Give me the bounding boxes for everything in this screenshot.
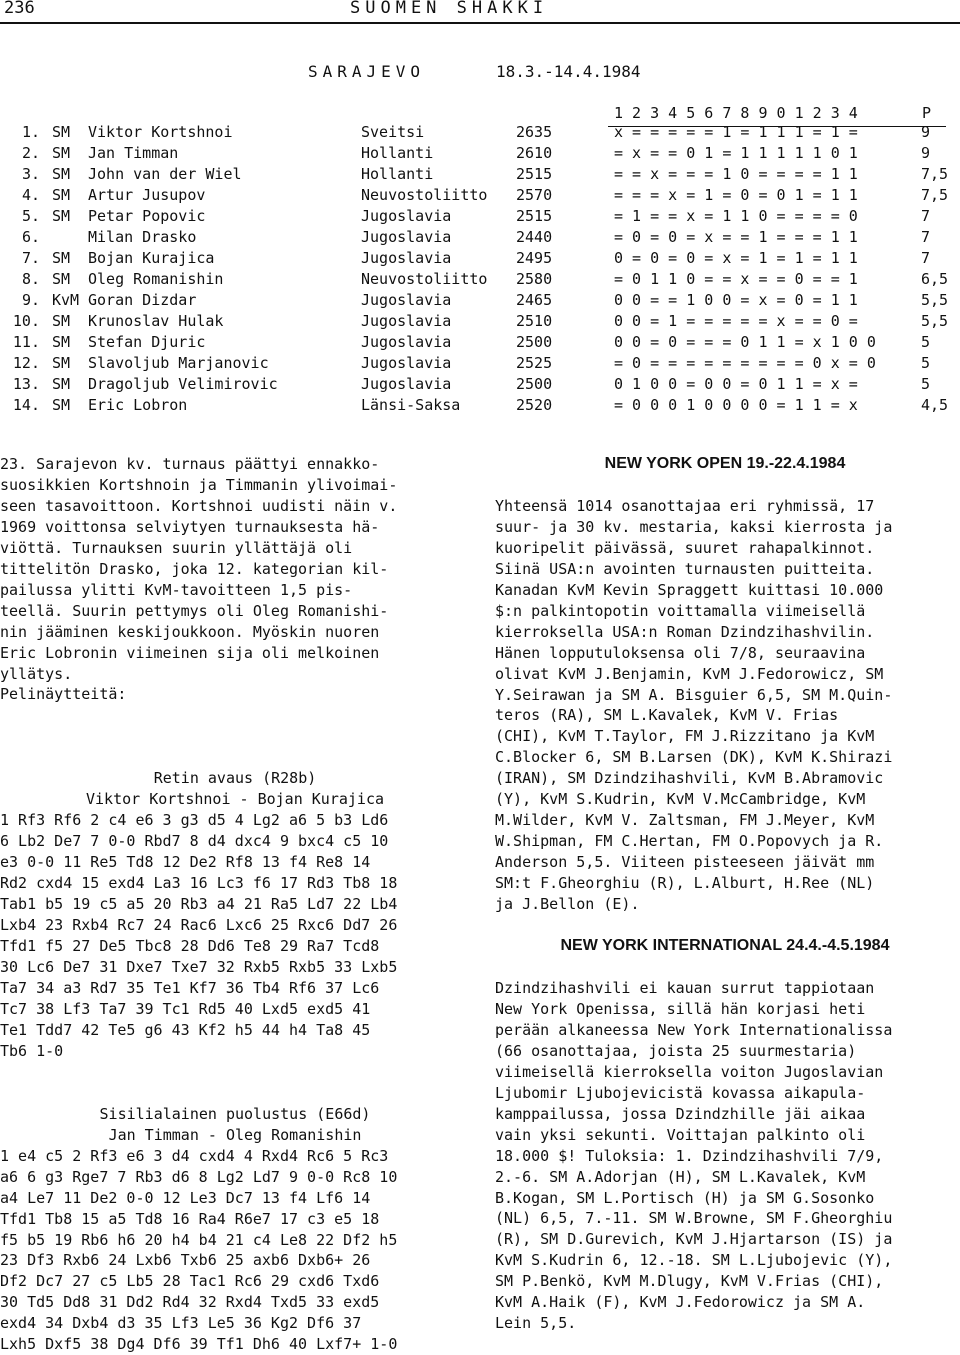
crosstable-row [0, 375, 960, 395]
player-points: 7,5 [921, 186, 949, 204]
report-line: 23. Sarajevon kv. turnaus päättyi ennakko- [0, 455, 380, 473]
player-name: Petar Popovic [88, 207, 206, 225]
player-results: 0 0 = 0 = = = 0 1 1 = x 1 0 0 [614, 333, 876, 351]
player-results: = 1 = = x = 1 1 0 = = = = 0 [614, 207, 858, 225]
crosstable-row [0, 354, 960, 374]
player-title: SM [52, 270, 71, 288]
report-line: Pelinäytteitä: [0, 685, 127, 704]
move-line: f5 b5 19 Rb6 h6 20 h4 b4 21 c4 Le8 22 Df2 h5 [0, 1230, 398, 1249]
text-line: SM P.Benkö, KvM M.Dlugy, KvM V.Frias (CHI), [495, 1272, 884, 1291]
crosstable-row [0, 123, 960, 143]
move-line: Df2 Dc7 27 c5 Lb5 28 Tac1 Rc6 29 cxd6 Txd6 [0, 1272, 380, 1291]
report-line: suosikkien Kortshnoin ja Timmanin ylivoimai- [0, 475, 398, 494]
player-title: SM [52, 186, 71, 204]
crosstable-row [0, 249, 960, 269]
player-country: Jugoslavia [361, 354, 452, 372]
move-line: a6 6 g3 Rge7 7 Rb3 d6 8 Lg2 Ld7 9 0-0 Rc8 10 [0, 1167, 398, 1186]
tournament-dates: 18.3.-14.4.1984 [496, 62, 641, 81]
player-country: Jugoslavia [361, 312, 452, 330]
text-line: 2.-6. SM A.Adorjan (H), SM L.Kavalek, KvM [495, 1167, 866, 1186]
text-line: Y.Seirawan ja SM A. Bisguier 6,5, SM M.Quin- [495, 685, 893, 704]
player-results: = 0 0 0 1 0 0 0 0 = 1 1 = x [614, 396, 858, 414]
ny-international-text [495, 978, 955, 1334]
text-line: $:n palkintopotin voittamalla viimeisellä [495, 601, 866, 620]
move-line: Tab1 b5 19 c5 a5 20 Rb3 a4 21 Ra5 Ld7 22 Lb4 [0, 895, 398, 914]
player-rating: 2515 [516, 207, 553, 225]
text-line: SM:t F.Gheorghiu (R), L.Alburt, H.Ree (NL) [495, 874, 875, 893]
player-number: 4. [21, 186, 40, 204]
text-line: (Y), KvM S.Kudrin, KvM V.McCambridge, KvM [495, 790, 866, 809]
report-line: yllätys. [0, 664, 73, 683]
player-name: Artur Jusupov [88, 186, 206, 204]
player-title: SM [52, 207, 71, 225]
player-country: Hollanti [361, 144, 434, 162]
player-name: Slavoljub Marjanovic [88, 354, 269, 372]
player-rating: 2610 [516, 144, 553, 162]
player-rating: 2520 [516, 396, 553, 414]
player-name: Milan Drasko [88, 228, 197, 246]
text-line: 18.000 $! Tuloksia: 1. Dzindzihashvili 7/9, [495, 1146, 884, 1165]
player-rating: 2495 [516, 249, 553, 267]
move-line: Tfd1 f5 27 De5 Tbc8 28 Dd6 Te8 29 Ra7 Tcd8 [0, 937, 380, 956]
player-name: Eric Lobron [88, 396, 188, 414]
crosstable-row [0, 144, 960, 164]
text-line: Anderson 5,5. Viiteen pisteeseen jäivät mm [495, 853, 875, 872]
text-line: suur- ja 30 kv. mestaria, kaksi kierrosta ja [495, 517, 893, 536]
player-number: 14. [12, 396, 40, 414]
text-line: (IRAN), SM Dzindzihashvili, KvM B.Abramovic [495, 769, 884, 788]
player-points: 7 [921, 207, 931, 225]
player-name: Krunoslav Hulak [88, 312, 224, 330]
player-country: Jugoslavia [361, 291, 452, 309]
game1-opening: Retin avaus (R28b) [153, 769, 317, 788]
crosstable-row [0, 165, 960, 185]
text-line: W.Shipman, FM C.Hertan, FM O.Popovych ja R. [495, 832, 884, 851]
text-line: Siinä USA:n avointen turnausten puitteita. [495, 559, 875, 578]
player-points: 5,5 [921, 312, 949, 330]
player-title: SM [52, 354, 71, 372]
player-rating: 2525 [516, 354, 553, 372]
player-results: 0 0 = = 1 0 0 = x = 0 = 1 1 [614, 291, 858, 309]
crosstable-row [0, 291, 960, 311]
tournament-title: SARAJEVO [308, 62, 426, 81]
text-line: Lein 5,5. [495, 1314, 577, 1333]
player-points: 5 [921, 354, 931, 372]
player-results: x = = = = = 1 = 1 1 1 = 1 = [614, 123, 858, 141]
magazine-title: SUOMEN SHAKKI [350, 0, 549, 18]
text-line: perään alkaneessa New York Internationalissa [495, 1020, 893, 1039]
player-points: 7 [921, 228, 931, 246]
player-number: 6. [21, 228, 40, 246]
player-points: 9 [921, 123, 931, 141]
move-line: Tfd1 Tb8 15 a5 Td8 16 Ra4 R6e7 17 c3 e5 18 [0, 1209, 380, 1228]
text-line: kamppailussa, jossa Dzindzhille jäi aikaa [495, 1104, 866, 1123]
player-title: KvM [52, 291, 80, 309]
crosstable-row [0, 207, 960, 227]
player-number: 13. [12, 375, 40, 393]
player-number: 10. [12, 312, 40, 330]
player-results: = 0 = 0 = x = = 1 = = = 1 1 [614, 228, 858, 246]
text-line: kuoripelit päivässä, suuret rahapalkinnot. [495, 538, 875, 557]
player-country: Jugoslavia [361, 333, 452, 351]
game2-moves [0, 1146, 470, 1355]
player-number: 11. [12, 333, 40, 351]
crosstable-row [0, 270, 960, 290]
right-column [495, 454, 955, 1334]
player-number: 9. [21, 291, 40, 309]
report-line: pailussa ylitti KvM-tavoitteen 1,5 pis- [0, 580, 353, 599]
game2-opening: Sisilialainen puolustus (E66d) [99, 1104, 371, 1123]
text-line: Ljubomir Ljubojevicistä kovassa aikapula- [495, 1083, 866, 1102]
crosstable-row [0, 312, 960, 332]
crosstable-row [0, 396, 960, 416]
text-line: vain yksi sekunti. Voittajan palkinto oli [495, 1125, 866, 1144]
move-line: Te1 Tdd7 42 Te5 g6 43 Kf2 h5 44 h4 Ta8 45 [0, 1020, 371, 1039]
move-line: e3 0-0 11 Re5 Td8 12 De2 Rf8 13 f4 Re8 14 [0, 853, 371, 872]
ny-international-title: NEW YORK INTERNATIONAL 24.4.-4.5.1984 [560, 937, 890, 955]
text-line: KvM S.Kudrin 6, 12.-18. SM L.Ljubojevic (Y), [495, 1251, 893, 1270]
player-country: Jugoslavia [361, 228, 452, 246]
text-line: (CHI), KvM T.Taylor, FM J.Rizzitano ja KvM [495, 727, 875, 746]
player-title: SM [52, 312, 71, 330]
text-line: viimeisellä kierroksella voiton Jugoslavian [495, 1062, 884, 1081]
header-rule [0, 22, 960, 24]
player-country: Jugoslavia [361, 249, 452, 267]
crosstable-points-header: P [922, 104, 932, 122]
player-rating: 2440 [516, 228, 553, 246]
player-rating: 2515 [516, 165, 553, 183]
player-points: 9 [921, 144, 931, 162]
player-rating: 2500 [516, 333, 553, 351]
player-points: 5,5 [921, 291, 949, 309]
move-line: Lxb4 23 Rxb4 Rc7 24 Rac6 Lxc6 25 Rxc6 Dd7 26 [0, 916, 398, 935]
player-name: Goran Dizdar [88, 291, 197, 309]
crosstable-row [0, 228, 960, 248]
player-country: Jugoslavia [361, 375, 452, 393]
player-rating: 2500 [516, 375, 553, 393]
player-title: SM [52, 144, 71, 162]
player-results: 0 1 0 0 = 0 0 = 0 1 1 = x = [614, 375, 858, 393]
move-line: Ta7 34 a3 Rd7 35 Te1 Kf7 36 Tb4 Rf6 37 Lc6 [0, 978, 380, 997]
player-title: SM [52, 123, 71, 141]
tournament-report [0, 454, 470, 705]
left-column [0, 454, 470, 1355]
player-points: 5 [921, 375, 931, 393]
text-line: KvM A.Haik (F), KvM J.Fedorowicz ja SM A. [495, 1293, 866, 1312]
text-line: Yhteensä 1014 osanottajaa eri ryhmissä, 17 [495, 496, 875, 515]
player-rating: 2570 [516, 186, 553, 204]
move-line: 30 Td5 Dd8 31 Dd2 Rd4 32 Rxd4 Txd5 33 exd5 [0, 1293, 380, 1312]
player-results: = 0 1 1 0 = = x = = 0 = = 1 [614, 270, 858, 288]
move-line: Rd2 cxd4 15 exd4 La3 16 Lc3 f6 17 Rd3 Tb8 18 [0, 874, 398, 893]
player-points: 4,5 [921, 396, 949, 414]
crosstable-column-header: 1 2 3 4 5 6 7 8 9 0 1 2 3 4 [614, 104, 858, 122]
text-line: (NL) 6,5, 7.-11. SM W.Browne, SM F.Gheorghiu [495, 1209, 893, 1228]
move-line: Tb6 1-0 [0, 1041, 64, 1060]
report-line: 1969 voittonsa selviytyen turnauksesta hä- [0, 517, 380, 536]
move-line: 30 Lc6 De7 31 Dxe7 Txe7 32 Rxb5 Rxb5 33 Lxb5 [0, 958, 398, 977]
report-line: Eric Lobronin viimeinen sija oli melkoinen [0, 643, 380, 662]
player-country: Neuvostoliitto [361, 270, 488, 288]
text-line: teros (RA), SM L.Kavalek, KvM V. Frias [495, 706, 839, 725]
player-title: SM [52, 333, 71, 351]
player-rating: 2580 [516, 270, 553, 288]
player-title: SM [52, 375, 71, 393]
player-results: 0 = 0 = 0 = x = 1 = 1 = 1 1 [614, 249, 858, 267]
player-country: Neuvostoliitto [361, 186, 488, 204]
player-country: Hollanti [361, 165, 434, 183]
move-line: Tc7 38 Lf3 Ta7 39 Tc1 Rd5 40 Lxd5 exd5 41 [0, 999, 371, 1018]
player-results: = x = = 0 1 = 1 1 1 1 1 0 1 [614, 144, 858, 162]
report-line: teellä. Suurin pettymys oli Oleg Romanishi- [0, 601, 389, 620]
player-number: 5. [21, 207, 40, 225]
game1-players: Viktor Kortshnoi - Bojan Kurajica [85, 790, 384, 809]
player-name: Dragoljub Velimirovic [88, 375, 278, 393]
text-line: Kanadan KvM Kevin Spraggett kuittasi 10.000 [495, 580, 884, 599]
player-country: Jugoslavia [361, 207, 452, 225]
player-name: Oleg Romanishin [88, 270, 224, 288]
ny-open-title: NEW YORK OPEN 19.-22.4.1984 [604, 455, 846, 472]
player-name: Jan Timman [88, 144, 179, 162]
crosstable-row [0, 333, 960, 353]
text-line: Hänen lopputuloksensa oli 7/8, seuraavina [495, 643, 866, 662]
player-points: 6,5 [921, 270, 949, 288]
ny-open-text [495, 496, 955, 915]
text-line: M.Wilder, KvM V. Zaltsman, FM J.Meyer, KvM [495, 811, 875, 830]
move-line: exd4 34 Dxb4 d3 35 Lf3 Le5 36 Kg2 Df6 37 [0, 1314, 362, 1333]
move-line: Lxh5 Dxf5 38 Dg4 Df6 39 Tf1 Dh6 40 Lxf7+ 1-0 [0, 1335, 398, 1354]
player-number: 2. [21, 144, 40, 162]
move-line: 1 e4 c5 2 Rf3 e6 3 d4 cxd4 4 Rxd4 Rc6 5 Rc3 [0, 1146, 389, 1165]
report-line: nin jääminen keskijoukkoon. Myöskin nuoren [0, 622, 380, 641]
player-points: 5 [921, 333, 931, 351]
player-rating: 2635 [516, 123, 553, 141]
player-results: = 0 = = = = = = = = = 0 x = 0 [614, 354, 876, 372]
player-rating: 2465 [516, 291, 553, 309]
text-line: Dzindzihashvili ei kauan surrut tappiotaan [495, 978, 875, 997]
player-number: 12. [12, 354, 40, 372]
move-line: a4 Le7 11 De2 0-0 12 Le3 Dc7 13 f4 Lf6 14 [0, 1188, 371, 1207]
report-line: seen tasavoittoon. Kortshnoi uudisti näin v. [0, 496, 398, 515]
text-line: kierroksella USA:n Roman Dzindzihashvilin. [495, 622, 875, 641]
player-name: Bojan Kurajica [88, 249, 215, 267]
report-line: viöttä. Turnauksen suurin yllättäjä oli [0, 538, 353, 557]
player-number: 1. [21, 123, 40, 141]
text-line: (66 osanottajaa, joista 25 suurmestaria) [495, 1041, 857, 1060]
player-results: 0 0 = 1 = = = = = x = = 0 = [614, 312, 858, 330]
move-line: 23 Df3 Rxb6 24 Lxb6 Txb6 25 axb6 Dxb6+ 26 [0, 1251, 371, 1270]
crosstable-row [0, 186, 960, 206]
text-line: New York Openissa, sillä hän korjasi heti [495, 999, 866, 1018]
player-name: Stefan Djuric [88, 333, 206, 351]
player-results: = = = x = 1 = 0 = 0 1 = 1 1 [614, 186, 858, 204]
player-points: 7,5 [921, 165, 949, 183]
player-results: = = x = = = 1 0 = = = = 1 1 [614, 165, 858, 183]
move-line: 6 Lb2 De7 7 0-0 Rbd7 8 d4 dxc4 9 bxc4 c5 10 [0, 832, 389, 851]
player-points: 7 [921, 249, 931, 267]
player-title: SM [52, 165, 71, 183]
player-name: John van der Wiel [88, 165, 242, 183]
player-title: SM [52, 249, 71, 267]
text-line: B.Kogan, SM L.Portisch (H) ja SM G.Sosonko [495, 1188, 875, 1207]
text-line: ja J.Bellon (E). [495, 895, 640, 914]
text-line: olivat KvM J.Benjamin, KvM J.Fedorowicz, SM [495, 664, 884, 683]
text-line: C.Blocker 6, SM B.Larsen (DK), KvM K.Shirazi [495, 748, 893, 767]
game1-moves [0, 810, 470, 1061]
page-number: 236 [4, 0, 35, 18]
player-rating: 2510 [516, 312, 553, 330]
player-number: 3. [21, 165, 40, 183]
player-country: Sveitsi [361, 123, 425, 141]
text-line: (R), SM D.Gurevich, KvM J.Hjartarson (IS) ja [495, 1230, 893, 1249]
player-title: SM [52, 396, 71, 414]
player-name: Viktor Kortshnoi [88, 123, 233, 141]
player-country: Länsi-Saksa [361, 396, 461, 414]
game2-players: Jan Timman - Oleg Romanishin [108, 1125, 362, 1144]
move-line: 1 Rf3 Rf6 2 c4 e6 3 g3 d5 4 Lg2 a6 5 b3 Ld6 [0, 811, 389, 830]
report-line: tittelitön Drasko, joka 12. kategorian kil- [0, 559, 389, 578]
player-number: 8. [21, 270, 40, 288]
player-number: 7. [21, 249, 40, 267]
